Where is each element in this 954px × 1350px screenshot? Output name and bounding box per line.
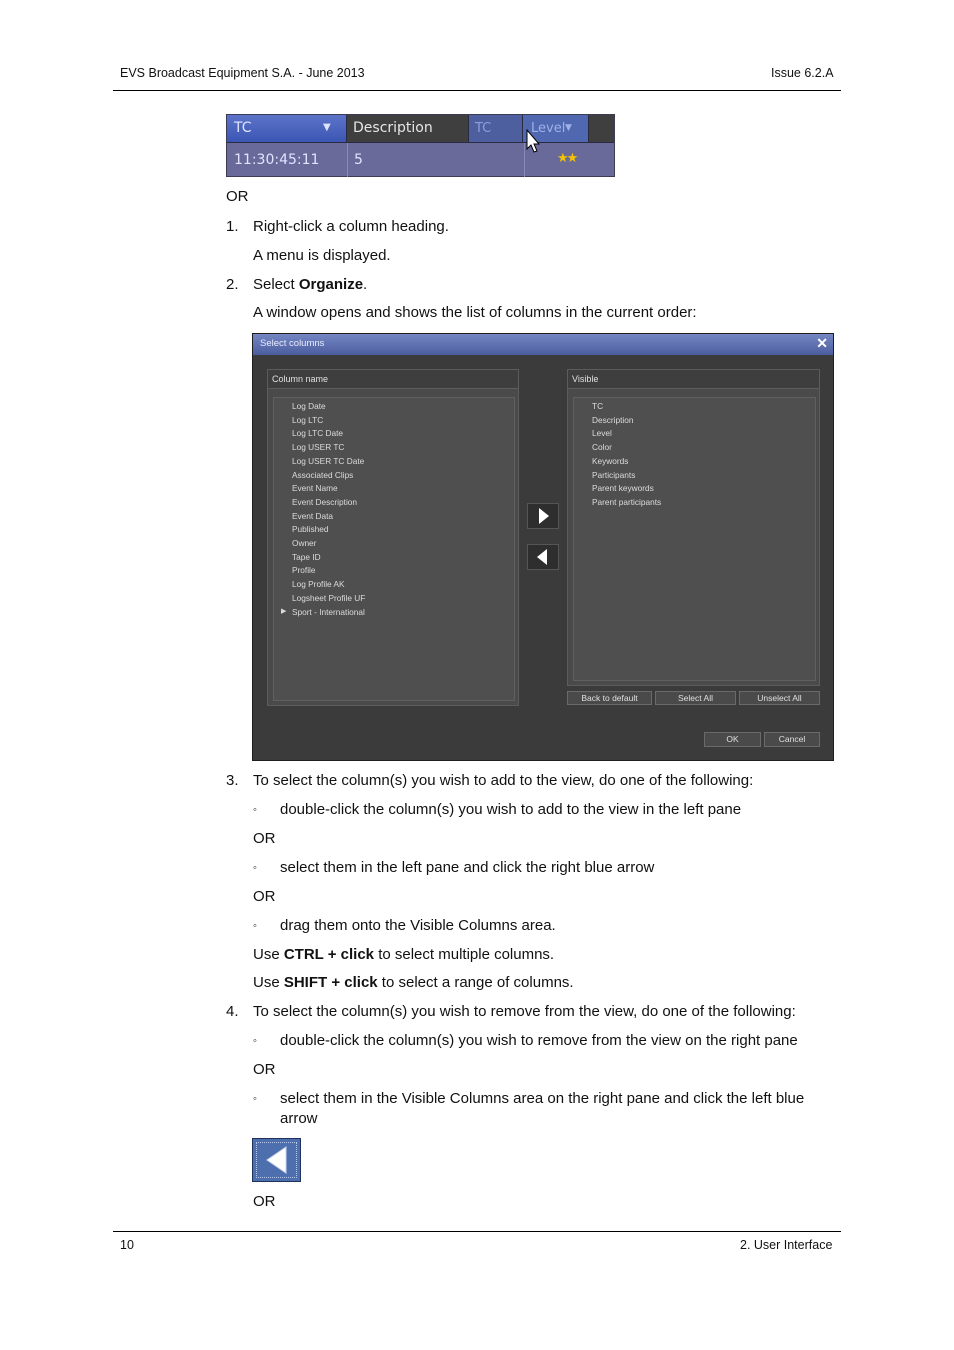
- list-item[interactable]: Tape ID: [292, 551, 321, 562]
- list-item[interactable]: Log LTC Date: [292, 428, 344, 439]
- list-item[interactable]: TC: [592, 401, 604, 411]
- grid-header-empty: [589, 115, 614, 142]
- step-3-bullet-2: select them in the left pane and click the right blue arrow: [280, 859, 655, 876]
- step-2-result: A window opens and shows the list of columns in the current order:: [253, 304, 697, 321]
- list-item[interactable]: Log Profile AK: [292, 579, 345, 590]
- list-item[interactable]: Description: [592, 414, 634, 425]
- level-dropdown-icon: ▼: [565, 123, 572, 133]
- ok-button[interactable]: OK: [704, 732, 761, 747]
- ctrl-click-tip: Use CTRL + click to select multiple columns.: [253, 946, 555, 963]
- column-name-pane: [267, 369, 519, 706]
- step-4-bullet-2-line-1: select them in the Visible Columns area on the right pane and click the left blue: [280, 1090, 805, 1107]
- step-number: 3.: [226, 772, 239, 789]
- header-right: Issue 6.2.A: [771, 66, 834, 80]
- grid-cell-description: 5: [354, 152, 363, 168]
- expand-triangle-icon[interactable]: ▶: [281, 607, 287, 615]
- or-text: OR: [253, 1193, 276, 1210]
- visible-header: Visible: [572, 374, 599, 384]
- list-item[interactable]: Event Name: [292, 483, 338, 494]
- shift-click-tip: Use SHIFT + click to select a range of columns.: [253, 974, 574, 991]
- list-item[interactable]: Participants: [592, 469, 636, 480]
- step-2-text: Select Organize.: [253, 276, 368, 293]
- list-item[interactable]: Owner: [292, 538, 317, 548]
- list-item[interactable]: Sport - International: [292, 606, 365, 617]
- visible-pane: [567, 369, 820, 686]
- grid-header-tc: TC ▼: [227, 115, 347, 142]
- list-item[interactable]: Log LTC: [292, 414, 324, 425]
- grid-cell-tc: 11:30:45:11: [234, 152, 320, 168]
- step-4-bullet-1: double-click the column(s) you wish to remove from the view on the right pane: [280, 1032, 798, 1049]
- arrow-left-icon: [253, 1139, 300, 1181]
- step-number: 4.: [226, 1003, 239, 1020]
- grid-header-description: Description: [347, 115, 469, 142]
- header-rule: [113, 90, 841, 91]
- list-item[interactable]: Level: [592, 428, 612, 439]
- bullet-icon: ◦: [253, 862, 257, 874]
- close-icon[interactable]: ✕: [816, 335, 828, 351]
- footer-rule: [113, 1231, 841, 1232]
- step-number: 1.: [226, 218, 239, 235]
- list-item[interactable]: Log USER TC: [292, 442, 345, 453]
- step-number: 2.: [226, 276, 239, 293]
- header-left: EVS Broadcast Equipment S.A. - June 2013: [120, 66, 365, 80]
- arrow-left-icon: [528, 545, 558, 569]
- or-text: OR: [253, 1061, 276, 1078]
- list-item[interactable]: Parent keywords: [592, 483, 654, 494]
- star-rating-icon: ★★: [557, 151, 577, 166]
- bullet-icon: ◦: [253, 804, 257, 816]
- page-number: 10: [120, 1238, 134, 1252]
- list-item[interactable]: Event Data: [292, 510, 334, 521]
- dialog-titlebar: [253, 334, 833, 355]
- list-item[interactable]: Event Description: [292, 496, 358, 507]
- grid-screenshot: [226, 114, 615, 177]
- select-all-button[interactable]: Select All: [655, 691, 736, 705]
- list-item[interactable]: Log Date: [292, 401, 326, 411]
- list-item[interactable]: Parent participants: [592, 496, 662, 507]
- bullet-icon: ◦: [253, 920, 257, 932]
- sort-down-icon: ▼: [323, 122, 331, 133]
- step-4-text: To select the column(s) you wish to remove from the view, do one of the following:: [253, 1003, 796, 1020]
- or-text: OR: [253, 888, 276, 905]
- step-3-text: To select the column(s) you wish to add to the view, do one of the following:: [253, 772, 754, 789]
- visible-list[interactable]: [573, 397, 816, 681]
- grid-header-level: Level ▼: [523, 115, 589, 142]
- unselect-all-button[interactable]: Unselect All: [739, 691, 820, 705]
- or-text: OR: [253, 830, 276, 847]
- remove-column-button[interactable]: [527, 544, 559, 570]
- bullet-icon: ◦: [253, 1093, 257, 1105]
- step-3-bullet-3: drag them onto the Visible Columns area.: [280, 917, 556, 934]
- column-name-list[interactable]: [273, 397, 515, 701]
- back-to-default-button[interactable]: Back to default: [567, 691, 652, 705]
- step-1-text: Right-click a column heading.: [253, 218, 449, 235]
- bullet-icon: ◦: [253, 1035, 257, 1047]
- list-item[interactable]: Profile: [292, 565, 316, 576]
- select-columns-dialog: [252, 333, 834, 761]
- list-item[interactable]: Published: [292, 524, 329, 535]
- list-item[interactable]: Logsheet Profile UF: [292, 592, 366, 603]
- step-4-bullet-2-line-2: arrow: [280, 1110, 318, 1127]
- list-item[interactable]: Associated Clips: [292, 469, 354, 480]
- column-name-header: Column name: [272, 374, 329, 384]
- step-3-bullet-1: double-click the column(s) you wish to add to the view in the left pane: [280, 801, 742, 818]
- list-item[interactable]: Log USER TC Date: [292, 455, 365, 466]
- cancel-button[interactable]: Cancel: [764, 732, 820, 747]
- section-name: 2. User Interface: [740, 1238, 833, 1252]
- arrow-right-icon: [528, 504, 558, 528]
- grid-header-tc-drag: TC: [469, 115, 523, 142]
- list-item[interactable]: Keywords: [592, 455, 629, 466]
- mouse-cursor-icon: [525, 129, 541, 155]
- add-column-button[interactable]: [527, 503, 559, 529]
- dialog-title: Select columns: [260, 338, 325, 349]
- or-text: OR: [226, 188, 249, 205]
- left-blue-arrow-button: [252, 1138, 301, 1182]
- step-1-result: A menu is displayed.: [253, 247, 391, 264]
- list-item[interactable]: Color: [592, 442, 612, 453]
